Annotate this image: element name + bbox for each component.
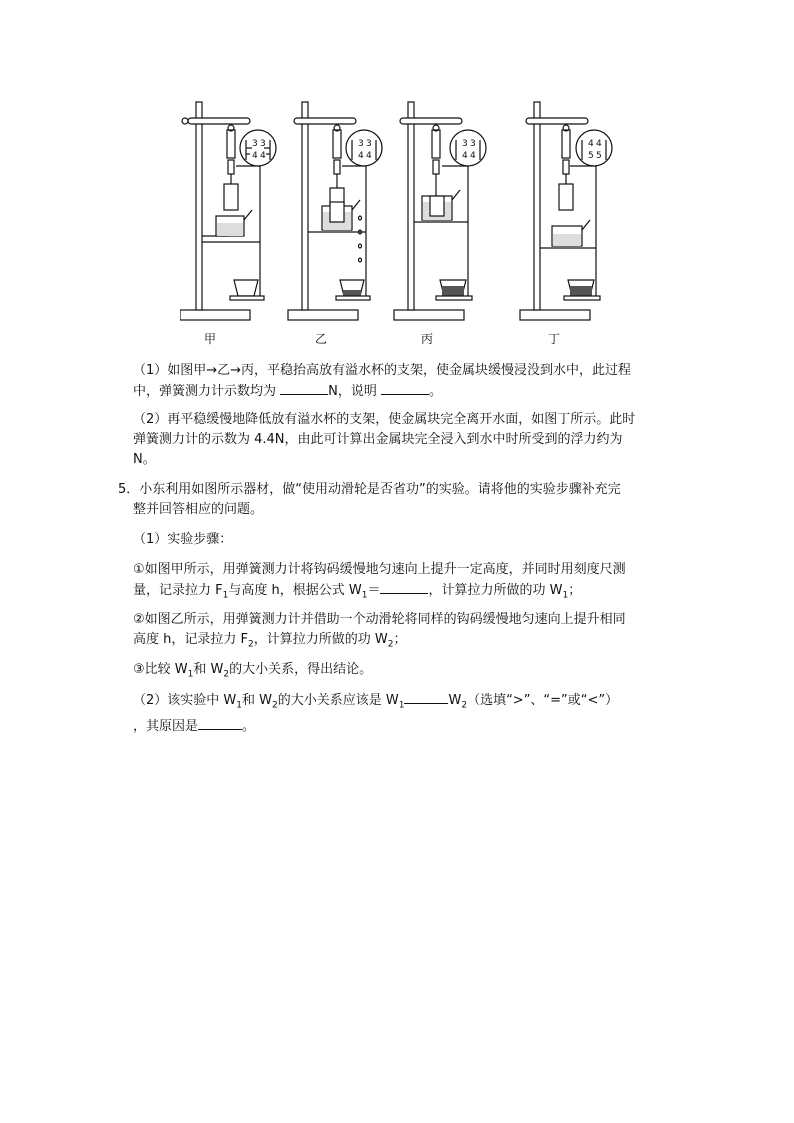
q5-section2-line2 <box>133 716 678 737</box>
q5-step3 <box>133 660 678 685</box>
scale-label: 4 <box>260 151 266 161</box>
q4-part1-line2 <box>133 381 678 402</box>
subscript: 2 <box>387 639 394 650</box>
subscript: 2 <box>223 669 230 680</box>
subscript: 1 <box>562 590 569 601</box>
stand-jia <box>180 102 276 320</box>
q4-part2-line3: N。 <box>133 452 156 467</box>
scale-label: 5 <box>588 151 594 161</box>
q4-part2-line2: 弹簧测力计的示数为 4.4N，由此可计算出金属块完全浸入到水中时所受到的浮力约为 <box>133 432 623 447</box>
q5-step2-line1: ②如图乙所示，用弹簧测力计并借助一个动滑轮将同样的钩码缓慢地匀速向上提升相同 <box>133 612 626 627</box>
text: ，计算拉力所做的功 W <box>428 583 563 598</box>
q4-part1-line1: （1）如图甲→乙→丙，平稳抬高放有溢水杯的支架，使金属块缓慢浸没到水中，此过程 <box>133 363 632 378</box>
q5-step1-line2 <box>133 580 678 606</box>
scale-label: 4 <box>366 151 372 161</box>
answer-blank[interactable] <box>198 716 242 730</box>
caption-jia: 甲 <box>204 332 217 346</box>
q5-step1 <box>133 560 678 606</box>
subscript: 1 <box>222 590 229 601</box>
subscript: 1 <box>236 700 242 711</box>
scale-label: 4 <box>358 151 364 161</box>
text: ，计算拉力所做的功 W <box>253 632 388 647</box>
text: 和 W <box>193 662 224 677</box>
subscript: 2 <box>272 700 278 711</box>
text: 。 <box>242 718 256 734</box>
subscript: 1 <box>187 669 194 680</box>
text: 的大小关系，得出结论。 <box>229 662 373 677</box>
q5-intro-line2: 整并回答相应的问题。 <box>133 502 264 517</box>
text: ＝ <box>367 583 381 598</box>
scale-label: 4 <box>588 139 594 149</box>
stand-bing <box>394 102 486 320</box>
subscript: 1 <box>361 590 368 601</box>
answer-blank[interactable] <box>380 580 428 594</box>
text: W <box>448 693 462 708</box>
text: 高度 h，记录拉力 F <box>133 632 248 647</box>
caption-bing: 丙 <box>421 332 434 346</box>
text: N，说明 <box>328 384 377 399</box>
text: 量，记录拉力 F <box>133 583 223 598</box>
q4-part1 <box>133 361 678 402</box>
scale-label: 4 <box>252 151 258 161</box>
text: ； <box>568 583 582 598</box>
q5-section2 <box>133 690 678 737</box>
q5-step2-line2 <box>133 630 678 655</box>
scale-label: 4 <box>596 139 602 149</box>
text: ，其原因是 <box>133 718 199 734</box>
q4-part2-line1: （2）再平稳缓慢地降低放有溢水杯的支架，使金属块完全离开水面，如图丁所示。此时 <box>133 412 636 427</box>
caption-ding: 丁 <box>548 332 561 346</box>
scale-label: 4 <box>470 151 476 161</box>
answer-blank[interactable] <box>404 690 448 704</box>
text: （2）该实验中 W <box>133 693 237 708</box>
scale-label: 3 <box>358 139 364 149</box>
text: （选填“>”、“=”或“<”） <box>467 693 619 708</box>
scale-label: 3 <box>252 139 258 149</box>
text: 与高度 h，根据公式 W <box>228 583 362 598</box>
stand-ding <box>520 102 612 320</box>
scale-label: 3 <box>462 139 468 149</box>
scale-label: 3 <box>470 139 476 149</box>
scale-label: 3 <box>366 139 372 149</box>
subscript: 2 <box>247 639 254 650</box>
q5-section1-title: （1）实验步骤： <box>133 532 233 547</box>
answer-blank[interactable] <box>381 381 429 395</box>
answer-blank[interactable] <box>280 381 328 395</box>
text: 的大小关系应该是 W <box>277 693 399 708</box>
stand-yi <box>288 102 382 320</box>
caption-yi: 乙 <box>315 332 328 346</box>
q5-intro-line1: 5．小东利用如图所示器材，做“使用动滑轮是否省功”的实验。请将他的实验步骤补充完 <box>118 482 621 497</box>
subscript: 2 <box>461 700 468 711</box>
text: 和 W <box>242 693 272 708</box>
q5-intro <box>118 480 678 520</box>
text: 。 <box>429 384 443 399</box>
q5-step2 <box>133 610 678 655</box>
q5-section2-line1 <box>133 690 678 716</box>
q5-step1-line1: ①如图甲所示，用弹簧测力计将钩码缓慢地匀速向上提升一定高度，并同时用刻度尺测 <box>133 562 626 577</box>
q4-part2 <box>133 410 678 470</box>
experiment-figure <box>180 92 620 352</box>
subscript: 1 <box>398 700 405 711</box>
scale-label: 4 <box>462 151 468 161</box>
text: 中，弹簧测力计示数均为 <box>133 384 277 399</box>
scale-label: 3 <box>260 139 266 149</box>
text: ； <box>393 632 407 647</box>
text: ③比较 W <box>133 662 188 677</box>
scale-label: 5 <box>596 151 602 161</box>
